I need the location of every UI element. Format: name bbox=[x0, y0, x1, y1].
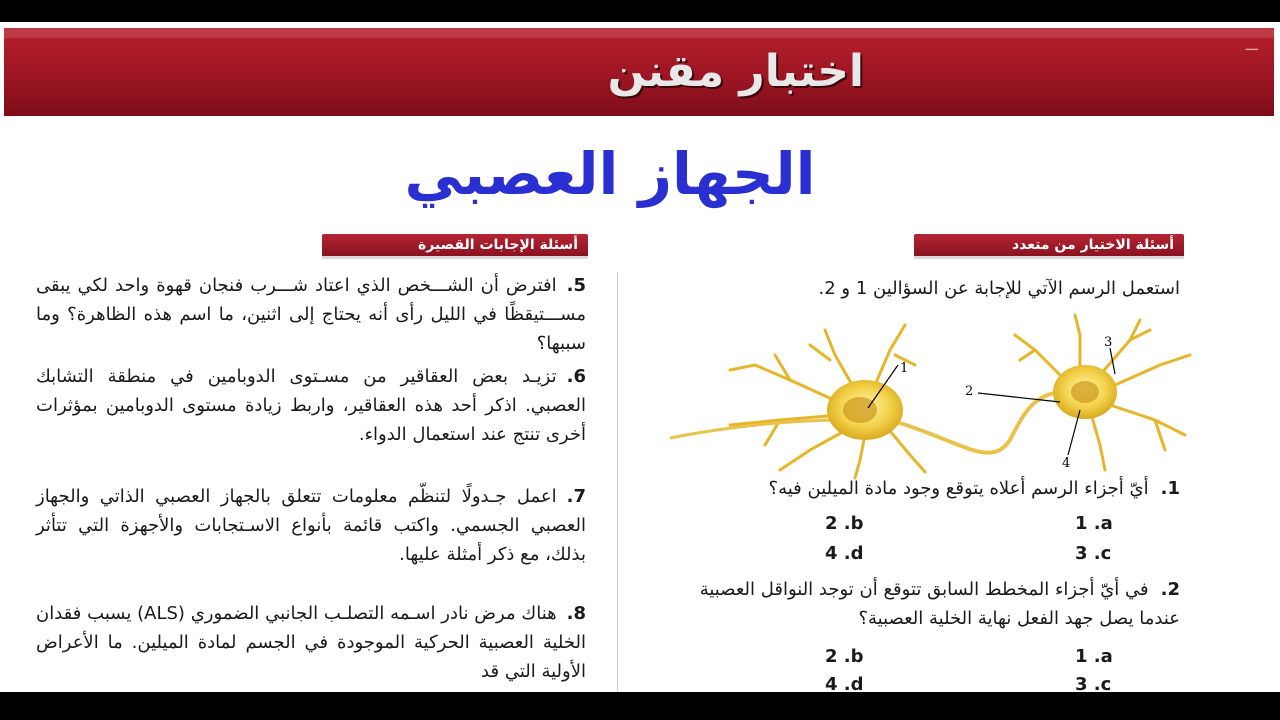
mc-question-1 bbox=[660, 474, 1180, 503]
mc1-option-b[interactable]: 2 .b bbox=[825, 513, 864, 534]
question-number: 8. bbox=[566, 603, 586, 624]
banner-corner-mark: ـــ bbox=[1245, 38, 1258, 54]
mc2-option-a[interactable]: 1 .a bbox=[1075, 646, 1113, 667]
question-number: 1. bbox=[1160, 478, 1180, 499]
banner-title: اختبار مقنن bbox=[607, 46, 864, 97]
question-text: اعمل جـدولًا لتنظّم معلومات تتعلق بالجهاز العصبي الذاتي والجهاز العصبي الجسمي. واكتب قائمة بأنواع الاسـتجابات والأجهزة التي تتأثر بذلك، مع ذكر أمثلة عليها. bbox=[36, 486, 586, 565]
nucleus-right bbox=[1071, 381, 1099, 403]
diagram-label-4: 4 bbox=[1062, 456, 1071, 471]
short-question-8 bbox=[36, 599, 586, 686]
diagram-label-1: 1 bbox=[900, 361, 909, 376]
mc2-option-b[interactable]: 2 .b bbox=[825, 646, 864, 667]
diagram-instruction: استعمل الرسم الآتي للإجابة عن السؤالين 1 و 2. bbox=[818, 278, 1180, 299]
question-text: هناك مرض نادر اسـمه التصلـب الجانبي الضموري (ALS) يسبب فقدان الخلية العصبية الحركية الموجودة في الجسم لمادة الميلين. ما الأعراض الأولية التي قد bbox=[36, 603, 586, 682]
short-question-7 bbox=[36, 482, 586, 569]
mc1-option-d[interactable]: 4 .d bbox=[825, 543, 864, 564]
column-divider bbox=[617, 272, 618, 692]
neuron-diagram bbox=[660, 310, 1200, 480]
mc1-option-c[interactable]: 3 .c bbox=[1075, 543, 1112, 564]
mc2-option-d[interactable]: 4 .d bbox=[825, 674, 864, 692]
section-header-short-answers: أسئلة الإجابات القصيرة bbox=[322, 234, 588, 256]
nucleus-left bbox=[843, 397, 877, 423]
diagram-label-3: 3 bbox=[1104, 335, 1113, 350]
question-number: 2. bbox=[1160, 579, 1180, 600]
diagram-label-2: 2 bbox=[965, 384, 974, 399]
question-number: 6. bbox=[566, 366, 586, 387]
short-question-5 bbox=[36, 271, 586, 358]
worksheet-page bbox=[0, 22, 1280, 692]
banner-shine bbox=[4, 28, 1274, 38]
mc1-option-a[interactable]: 1 .a bbox=[1075, 513, 1113, 534]
page-title: الجهاز العصبي bbox=[404, 140, 816, 208]
question-text: افترض أن الشـــخص الذي اعتاد شـــرب فنجان قهوة واحد لكي يبقى مســـتيقظًا في الليل رأى أنه يحتاج إلى اثنين، ما اسم هذه الظاهرة؟ وما سببها؟ bbox=[36, 275, 586, 354]
question-text: في أيّ أجزاء المخطط السابق تتوقع أن توجد النواقل العصبية عندما يصل جهد الفعل نهاية الخلية العصبية؟ bbox=[699, 579, 1180, 629]
question-text: أيّ أجزاء الرسم أعلاه يتوقع وجود مادة الميلين فيه؟ bbox=[768, 478, 1149, 499]
question-text: تزيـد بعض العقاقير من مسـتوى الدوبامين في منطقة التشابك العصبي. اذكر أحد هذه العقاقير، واربط زيادة مستوى الدوبامين بمؤثرات أخرى تنتج عند استعمال الدواء. bbox=[36, 366, 586, 445]
question-number: 5. bbox=[566, 275, 586, 296]
mc-question-2 bbox=[660, 575, 1180, 633]
axon-to-second-cell bbox=[890, 392, 1060, 453]
mc2-option-c[interactable]: 3 .c bbox=[1075, 674, 1112, 692]
header-banner bbox=[4, 28, 1274, 116]
section-header-multiple-choice: أسئلة الاختيار من متعدد bbox=[914, 234, 1184, 256]
question-number: 7. bbox=[566, 486, 586, 507]
short-question-6 bbox=[36, 362, 586, 449]
